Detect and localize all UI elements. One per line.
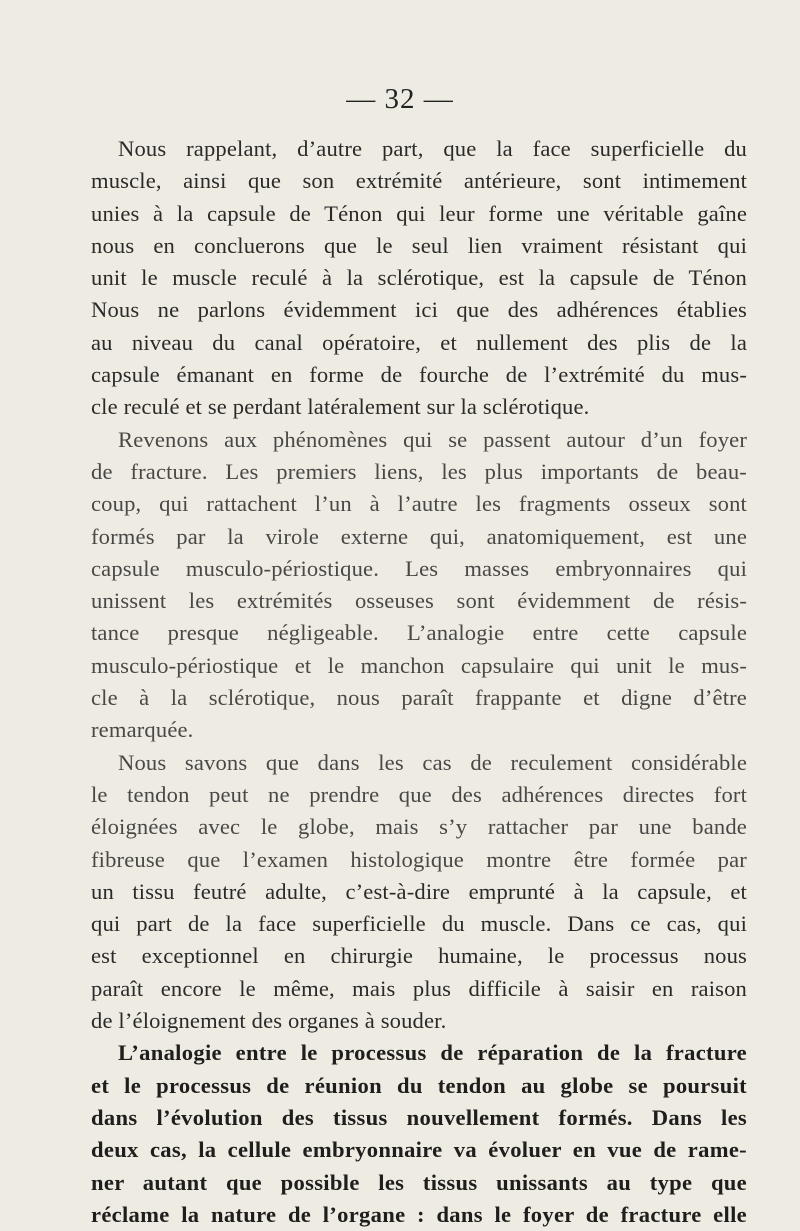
text-line: éloignées avec le globe, mais s’y rattacher par une bande <box>91 814 747 840</box>
body-text <box>91 133 747 1231</box>
text-line: le tendon peut ne prendre que des adhérences directes fort <box>91 781 747 807</box>
text-line: unit le muscle reculé à la sclérotique, est la capsule de Ténon <box>91 265 747 291</box>
text-line: muscle, ainsi que son extrémité antérieure, sont intimement <box>91 168 747 194</box>
text-line: Nous savons que dans les cas de reculement considérable <box>118 749 747 775</box>
text-line: unies à la capsule de Ténon qui leur forme une véritable gaîne <box>91 200 747 226</box>
text-line: nous en concluerons que le seul lien vraiment résistant qui <box>91 232 747 258</box>
text-line: Nous rappelant, d’autre part, que la face superficielle du <box>118 136 747 161</box>
text-line: Revenons aux phénomènes qui se passent autour d’un foyer <box>118 426 747 452</box>
text-line: capsule musculo-périostique. Les masses embryonnaires qui <box>91 555 747 581</box>
text-line: tance presque négligeable. L’analogie entre cette capsule <box>91 620 747 646</box>
text-line: deux cas, la cellule embryonnaire va évoluer en vue de rame- <box>91 1137 747 1163</box>
text-line: réclame la nature de l’organe : dans le foyer de fracture elle <box>91 1201 747 1227</box>
text-line: dans l’évolution des tissus nouvellement formés. Dans les <box>91 1104 747 1130</box>
text-line: Nous ne parlons évidemment ici que des adhérences établies <box>91 297 747 323</box>
text-line: capsule émanant en forme de fourche de l’extrémité du mus- <box>91 362 747 388</box>
text-line: ner autant que possible les tissus unissants au type que <box>91 1169 747 1195</box>
text-line: remarquée. <box>91 717 194 743</box>
page-number: — 32 — <box>346 83 454 115</box>
text-line: qui part de la face superficielle du muscle. Dans ce cas, qui <box>91 911 747 937</box>
text-line: au niveau du canal opératoire, et nullement des plis de la <box>91 329 747 355</box>
text-line: unissent les extrémités osseuses sont évidemment de résis- <box>91 588 747 614</box>
text-line: de fracture. Les premiers liens, les plus importants de beau- <box>91 458 747 484</box>
text-line: un tissu feutré adulte, c’est-à-dire emprunté à la capsule, et <box>91 878 747 904</box>
text-line: est exceptionnel en chirurgie humaine, le processus nous <box>91 943 747 969</box>
text-line: cle à la sclérotique, nous paraît frappante et digne d’être <box>91 685 747 711</box>
text-line: cle reculé et se perdant latéralement sur la sclérotique. <box>91 394 590 420</box>
text-line: et le processus de réunion du tendon au globe se poursuit <box>91 1072 747 1098</box>
text-line: fibreuse que l’examen histologique montre être formée par <box>91 846 747 872</box>
text-line: L’analogie entre le processus de réparation de la fracture <box>118 1040 747 1066</box>
text-line: formés par la virole externe qui, anatomiquement, est une <box>91 523 747 549</box>
text-line: paraît encore le même, mais plus difficile à saisir en raison <box>91 975 747 1001</box>
text-line: de l’éloignement des organes à souder. <box>91 1008 447 1034</box>
text-line: musculo-périostique et le manchon capsulaire qui unit le mus- <box>91 652 747 678</box>
text-line: coup, qui rattachent l’un à l’autre les fragments osseux sont <box>91 491 747 517</box>
